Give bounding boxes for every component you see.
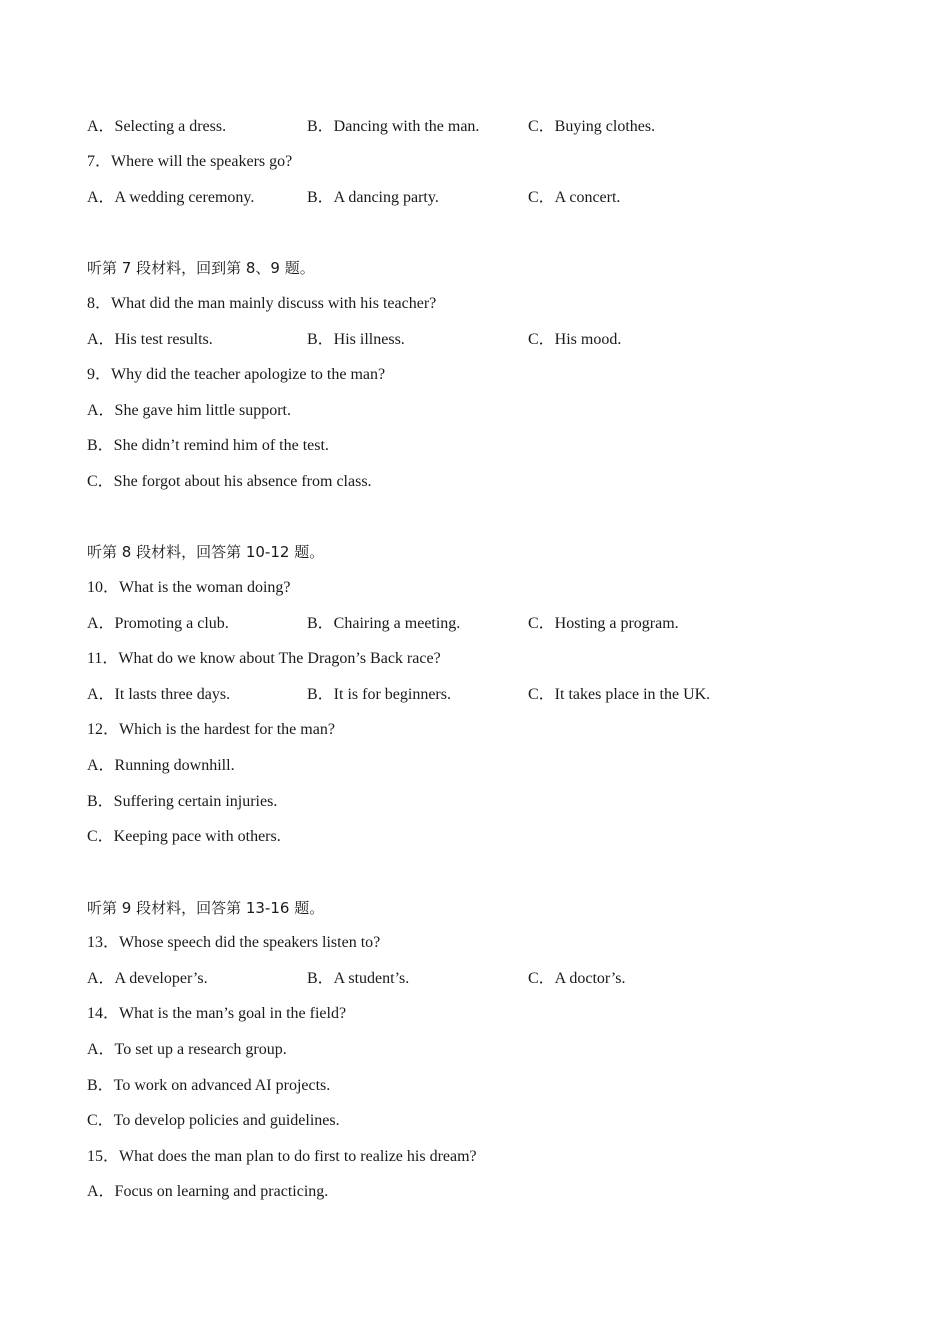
q7-question: 7．Where will the speakers go? xyxy=(87,153,293,170)
q11-option-b: B．It is for beginners. xyxy=(307,686,451,703)
q11-option-a: A．It lasts three days. xyxy=(87,686,231,703)
q15-option-a: A．Focus on learning and practicing. xyxy=(87,1183,329,1200)
q14-option-c: C．To develop policies and guidelines. xyxy=(87,1112,340,1129)
q8-question: 8．What did the man mainly discuss with his teacher? xyxy=(87,295,437,312)
q13-question: 13．Whose speech did the speakers listen to? xyxy=(87,934,381,951)
q6-option-b: B．Dancing with the man. xyxy=(307,118,480,135)
q10-question: 10．What is the woman doing? xyxy=(87,579,291,596)
section-9-heading: 听第 9 段材料，回答第 13-16 题。 xyxy=(87,899,325,917)
q8-option-c: C．His mood. xyxy=(528,331,622,348)
q12-option-c: C．Keeping pace with others. xyxy=(87,828,281,845)
q6-option-a: A．Selecting a dress. xyxy=(87,118,227,135)
q8-option-b: B．His illness. xyxy=(307,331,405,348)
q11-option-c: C．It takes place in the UK. xyxy=(528,686,711,703)
q15-question: 15．What does the man plan to do first to realize his dream? xyxy=(87,1148,477,1165)
q7-option-a: A．A wedding ceremony. xyxy=(87,189,255,206)
q14-option-b: B．To work on advanced AI projects. xyxy=(87,1077,331,1094)
q10-option-c: C．Hosting a program. xyxy=(528,615,679,632)
q10-option-a: A．Promoting a club. xyxy=(87,615,229,632)
q13-option-a: A．A developer’s. xyxy=(87,970,208,987)
q12-option-b: B．Suffering certain injuries. xyxy=(87,793,278,810)
q12-question: 12．Which is the hardest for the man? xyxy=(87,721,335,738)
q10-option-b: B．Chairing a meeting. xyxy=(307,615,461,632)
q9-question: 9．Why did the teacher apologize to the man? xyxy=(87,366,386,383)
q6-option-c: C．Buying clothes. xyxy=(528,118,656,135)
section-7-heading: 听第 7 段材料，回到第 8、9 题。 xyxy=(87,259,315,277)
q13-option-c: C．A doctor’s. xyxy=(528,970,626,987)
q14-option-a: A．To set up a research group. xyxy=(87,1041,287,1058)
section-8-heading: 听第 8 段材料，回答第 10-12 题。 xyxy=(87,543,325,561)
q7-option-c: C．A concert. xyxy=(528,189,621,206)
q9-option-b: B．She didn’t remind him of the test. xyxy=(87,437,329,454)
q12-option-a: A．Running downhill. xyxy=(87,757,235,774)
q9-option-a: A．She gave him little support. xyxy=(87,402,291,419)
q11-question: 11．What do we know about The Dragon’s Back race? xyxy=(87,650,441,667)
q7-option-b: B．A dancing party. xyxy=(307,189,439,206)
q8-option-a: A．His test results. xyxy=(87,331,213,348)
q13-option-b: B．A student’s. xyxy=(307,970,410,987)
q9-option-c: C．She forgot about his absence from class. xyxy=(87,473,372,490)
q14-question: 14．What is the man’s goal in the field? xyxy=(87,1005,347,1022)
